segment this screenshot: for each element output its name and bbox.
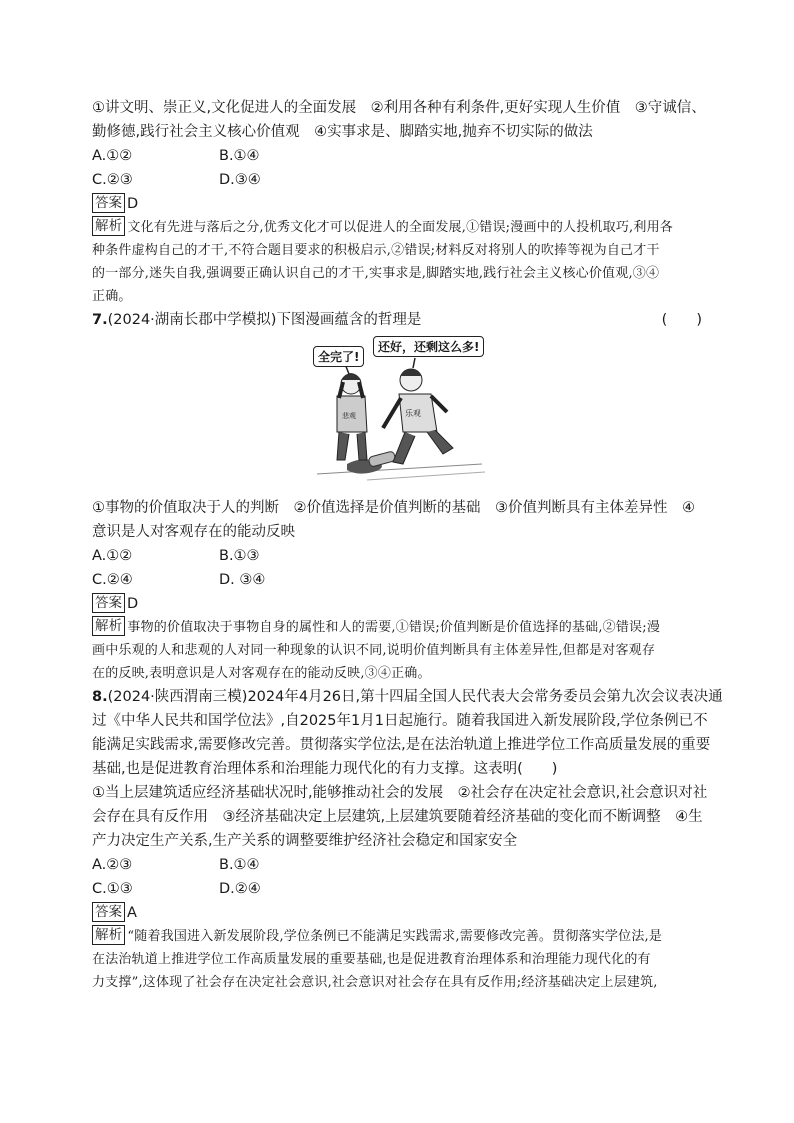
q7-source: (2024·湖南长郡中学模拟): [107, 312, 277, 328]
shirt-label-left: 悲观: [342, 412, 356, 420]
q7-option-d: D. ③④: [219, 572, 266, 588]
q7-option-a: A.①②: [92, 548, 133, 564]
q6-exp-line: 正确。: [92, 289, 132, 304]
q8-options-row: [92, 877, 702, 901]
q7-stem: 下图漫画蕴含的哲理是: [276, 312, 422, 328]
q7-options-row: [92, 568, 702, 592]
q7-exp-line: 在的反映,表明意识是人对客观存在的能动反映,③④正确。: [92, 666, 431, 681]
q8-choice-line: ①当上层建筑适应经济基础状况时,能够推动社会的发展 ②社会存在决定社会意识,社会意识对社: [92, 785, 708, 801]
q6-option-b: B.①④: [219, 148, 260, 164]
q8-options-row: [92, 853, 702, 877]
q8-exp-line: “随着我国进入新发展阶段,学位条例已不能满足实践需求,需要修改完善。贯彻落实学位法,是: [127, 929, 663, 944]
document-page: [92, 96, 723, 994]
explanation-tag: 解析: [92, 216, 125, 236]
question-8: [92, 685, 723, 994]
q8-choice-line: 产力决定生产关系,生产关系的调整要维护经济社会稳定和国家安全: [92, 833, 518, 849]
q7-exp-line: 画中乐观的人和悲观的人对同一种现象的认识不同,说明价值判断具有主体差异性,但都是对客观存: [92, 643, 656, 658]
q7-option-c: C.②④: [92, 572, 133, 588]
q8-option-c: C.①③: [92, 881, 133, 897]
speech-bubble-left: 全完了!: [313, 346, 364, 367]
q7-stem-line: ①事物的价值取决于人的判断 ②价值选择是价值判断的基础 ③价值判断具有主体差异性 ④: [92, 500, 695, 516]
q6-answer-value: D: [127, 196, 139, 212]
q8-stem-line: 能满足实践需求,需要修改完善。贯彻落实学位法,是在法治轨道上推进学位工作高质量发展的重要: [92, 737, 711, 753]
q6-options-row: [92, 144, 702, 168]
q8-stem-text: 2024年4月26日,第十四届全国人民代表大会常务委员会第九次会议表决通: [247, 689, 723, 705]
q8-option-a: A.②③: [92, 857, 133, 873]
q6-stem-line: ①讲文明、崇正义,文化促进人的全面发展 ②利用各种有利条件,更好实现人生价值 ③守诚信、: [92, 100, 706, 116]
q8-stem-line: [92, 685, 723, 709]
explanation-tag: 解析: [92, 616, 125, 636]
q6-option-d: D.③④: [219, 172, 261, 188]
q8-answer-value: A: [127, 905, 137, 921]
q8-answer: [92, 901, 702, 925]
shirt-label-right: 乐观: [405, 409, 421, 418]
q8-number: 8.: [92, 689, 108, 705]
q8-option-b: B.①④: [219, 857, 260, 873]
q7-header: [92, 308, 702, 332]
q6-options-row: [92, 168, 702, 192]
q7-options-row: [92, 544, 702, 568]
q7-exp-line: 事物的价值取决于事物自身的属性和人的需要,①错误;价值判断是价值选择的基础,②错误;漫: [127, 620, 661, 635]
q7-answer: [92, 592, 702, 616]
q7-explanation: [92, 616, 702, 685]
answer-tag: 答案: [92, 193, 125, 213]
q7-cartoon: [307, 336, 487, 486]
q7-number: 7.: [92, 312, 108, 328]
answer-tag: 答案: [92, 593, 125, 613]
answer-tag: 答案: [92, 902, 125, 922]
q8-explanation: [92, 925, 702, 994]
q6-stem-line: 勤修德,践行社会主义核心价值观 ④实事求是、脚踏实地,抛弃不切实际的做法: [92, 124, 593, 140]
q7-option-b: B.①③: [219, 548, 260, 564]
q7-answer-paren: ( ): [661, 312, 702, 328]
q8-stem-line: 过《中华人民共和国学位法》,自2025年1月1日起施行。随着我国进入新发展阶段,学位条例已不: [92, 713, 708, 729]
explanation-tag: 解析: [92, 925, 125, 945]
q8-source: (2024·陕西渭南三模): [107, 689, 248, 705]
q6-exp-line: 种条件虚构自己的才干,不符合题目要求的积极启示,②错误;材料反对将别人的吹捧等视为自己才干: [92, 243, 660, 258]
q8-stem-line: 基础,也是促进教育治理体系和治理能力现代化的有力支撑。这表明( ): [92, 761, 558, 777]
q6-option-a: A.①②: [92, 148, 133, 164]
speech-bubble-right: 还好，还剩这么多!: [373, 336, 484, 357]
q6-exp-line: 文化有先进与落后之分,优秀文化才可以促进人的全面发展,①错误;漫画中的人投机取巧,利用各: [127, 220, 673, 235]
question-6: [92, 96, 706, 308]
q7-answer-value: D: [127, 596, 139, 612]
q8-exp-line: 力支撑”,这体现了社会存在决定社会意识,社会意识对社会存在具有反作用;经济基础决定上层建筑,: [92, 975, 658, 990]
q8-option-d: D.②④: [219, 881, 261, 897]
q6-option-c: C.②③: [92, 172, 133, 188]
q6-exp-line: 的一部分,迷失自我,强调要正确认识自己的才干,实事求是,脚踏实地,践行社会主义核心价值观,③④: [92, 266, 660, 281]
q8-exp-line: 在法治轨道上推进学位工作高质量发展的重要基础,也是促进教育治理体系和治理能力现代化的有: [92, 952, 651, 967]
q6-explanation: [92, 216, 702, 308]
question-7: [92, 308, 702, 685]
q6-answer: [92, 192, 702, 216]
q7-stem-line: 意识是人对客观存在的能动反映: [92, 524, 295, 540]
q8-choice-line: 会存在具有反作用 ③经济基础决定上层建筑,上层建筑要随着经济基础的变化而不断调整 ④生: [92, 809, 703, 825]
